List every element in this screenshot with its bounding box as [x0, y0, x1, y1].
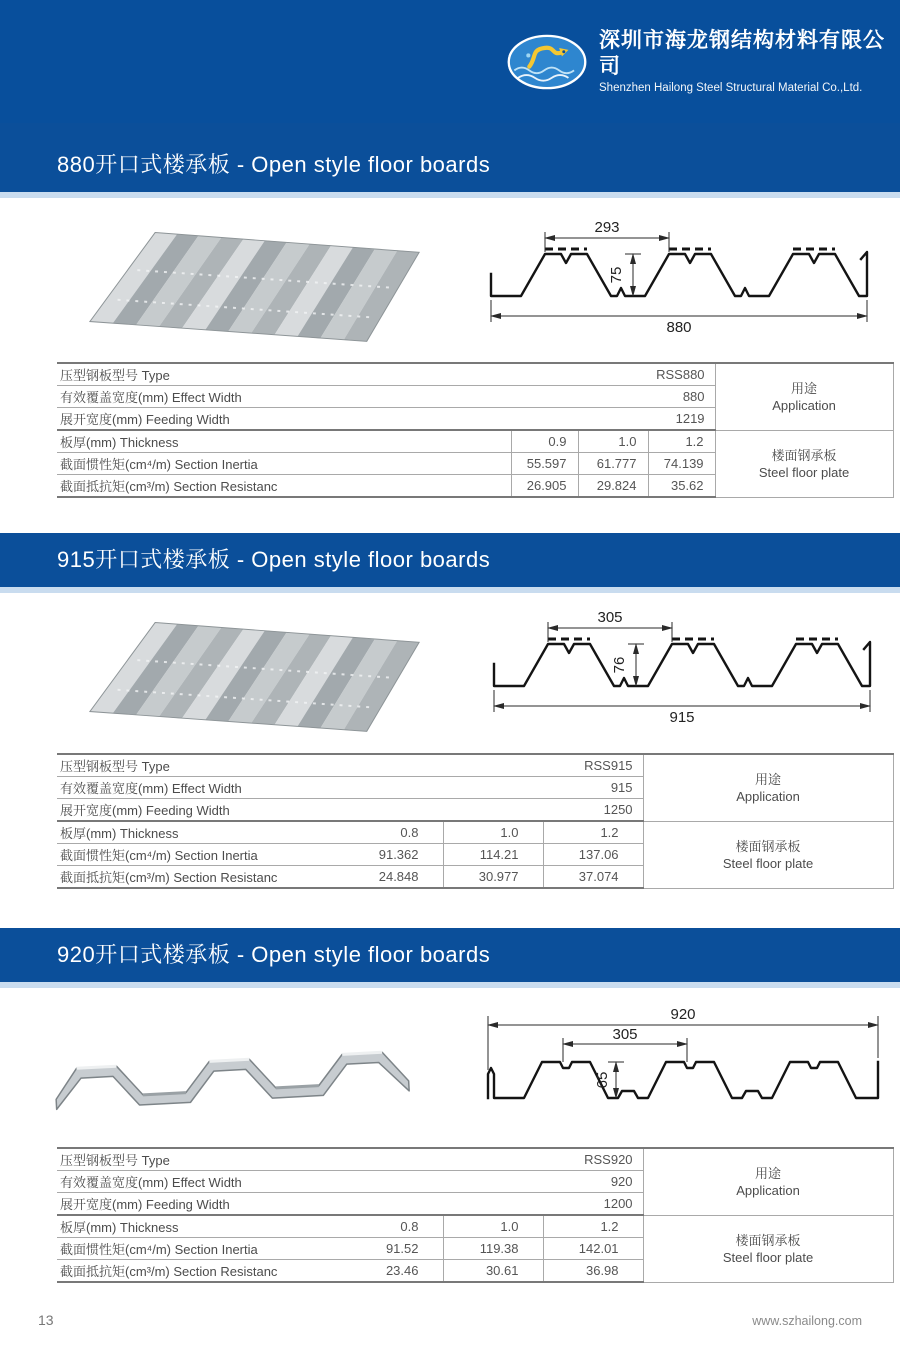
profile-diagram-880	[475, 218, 895, 336]
spec-table-880	[57, 362, 894, 498]
dim-depth-920: 65	[594, 1071, 611, 1089]
section-title-915: 915开口式楼承板 - Open style floor boards	[57, 547, 491, 572]
divider-strip	[0, 192, 900, 198]
dim-depth-880: 75	[608, 266, 625, 284]
usage-cell: 楼面钢承板 Steel floor plate	[643, 1215, 893, 1282]
table-row: 展开宽度(mm) Feeding Width 1200	[57, 1193, 893, 1216]
table-row: 压型钢板型号 Type RSS920 用途 Application	[57, 1148, 893, 1171]
spec-table-920	[57, 1147, 894, 1283]
table-row: 有效覆盖宽度(mm) Effect Width 915	[57, 777, 893, 799]
dim-pitch-915: 305	[597, 609, 623, 626]
table-row: 截面惯性矩(cm⁴/m) Section Inertia 91.362 114.21 137.06	[57, 844, 893, 866]
dim-overall-915: 915	[669, 709, 695, 726]
table-row: 板厚(mm) Thickness 0.8 1.0 1.2 楼面钢承板 Steel floor plate	[57, 821, 893, 844]
dim-pitch-920: 305	[612, 1026, 638, 1043]
application-cell: 用途 Application	[715, 363, 893, 430]
table-row: 有效覆盖宽度(mm) Effect Width 880	[57, 386, 893, 408]
table-row: 截面抵抗矩(cm³/m) Section Resistanc 23.46 30.61 36.98	[57, 1260, 893, 1283]
usage-cell: 楼面钢承板 Steel floor plate	[715, 430, 893, 497]
table-row: 截面惯性矩(cm⁴/m) Section Inertia 91.52 119.38 142.01	[57, 1238, 893, 1260]
divider-strip	[0, 587, 900, 593]
table-row: 截面惯性矩(cm⁴/m) Section Inertia 55.597 61.777 74.139	[57, 453, 893, 475]
dragon-logo-icon	[505, 29, 589, 95]
page-number: 13	[38, 1312, 54, 1328]
website-url: www.szhailong.com	[752, 1314, 862, 1328]
application-cell: 用途 Application	[643, 1148, 893, 1215]
product-photo-880	[78, 210, 434, 350]
company-name-cn: 深圳市海龙钢结构材料有限公司	[599, 29, 885, 78]
section-title-bar-915	[0, 533, 900, 587]
table-row: 板厚(mm) Thickness 0.9 1.0 1.2 楼面钢承板 Steel floor plate	[57, 430, 893, 453]
table-row: 压型钢板型号 Type RSS915 用途 Application	[57, 754, 893, 777]
profile-diagram-920	[468, 1006, 893, 1118]
table-row: 截面抵抗矩(cm³/m) Section Resistanc 24.848 30.977 37.074	[57, 866, 893, 889]
profile-diagram-915	[478, 608, 898, 726]
dim-overall-920: 920	[670, 1006, 696, 1023]
product-photo-920	[45, 1018, 430, 1118]
table-row: 有效覆盖宽度(mm) Effect Width 920	[57, 1171, 893, 1193]
section-title-bar-880	[0, 123, 900, 192]
table-row: 板厚(mm) Thickness 0.8 1.0 1.2 楼面钢承板 Steel floor plate	[57, 1215, 893, 1238]
table-row: 截面抵抗矩(cm³/m) Section Resistanc 26.905 29.824 35.62	[57, 475, 893, 498]
table-row: 展开宽度(mm) Feeding Width 1250	[57, 799, 893, 822]
dim-depth-915: 76	[611, 656, 628, 674]
section-title-880: 880开口式楼承板 - Open style floor boards	[57, 152, 491, 177]
table-row: 压型钢板型号 Type RSS880 用途 Application	[57, 363, 893, 386]
section-title-bar-920	[0, 928, 900, 982]
product-photo-915	[78, 600, 434, 740]
company-name-en: Shenzhen Hailong Steel Structural Material Co.,Ltd.	[599, 82, 863, 94]
section-title-920: 920开口式楼承板 - Open style floor boards	[57, 942, 491, 967]
table-row: 展开宽度(mm) Feeding Width 1219	[57, 408, 893, 431]
spec-table-915	[57, 753, 894, 889]
dim-pitch-880: 293	[594, 219, 620, 236]
divider-strip	[0, 982, 900, 988]
page-header	[0, 0, 900, 123]
application-cell: 用途 Application	[643, 754, 893, 821]
dim-overall-880: 880	[666, 319, 692, 336]
usage-cell: 楼面钢承板 Steel floor plate	[643, 821, 893, 888]
